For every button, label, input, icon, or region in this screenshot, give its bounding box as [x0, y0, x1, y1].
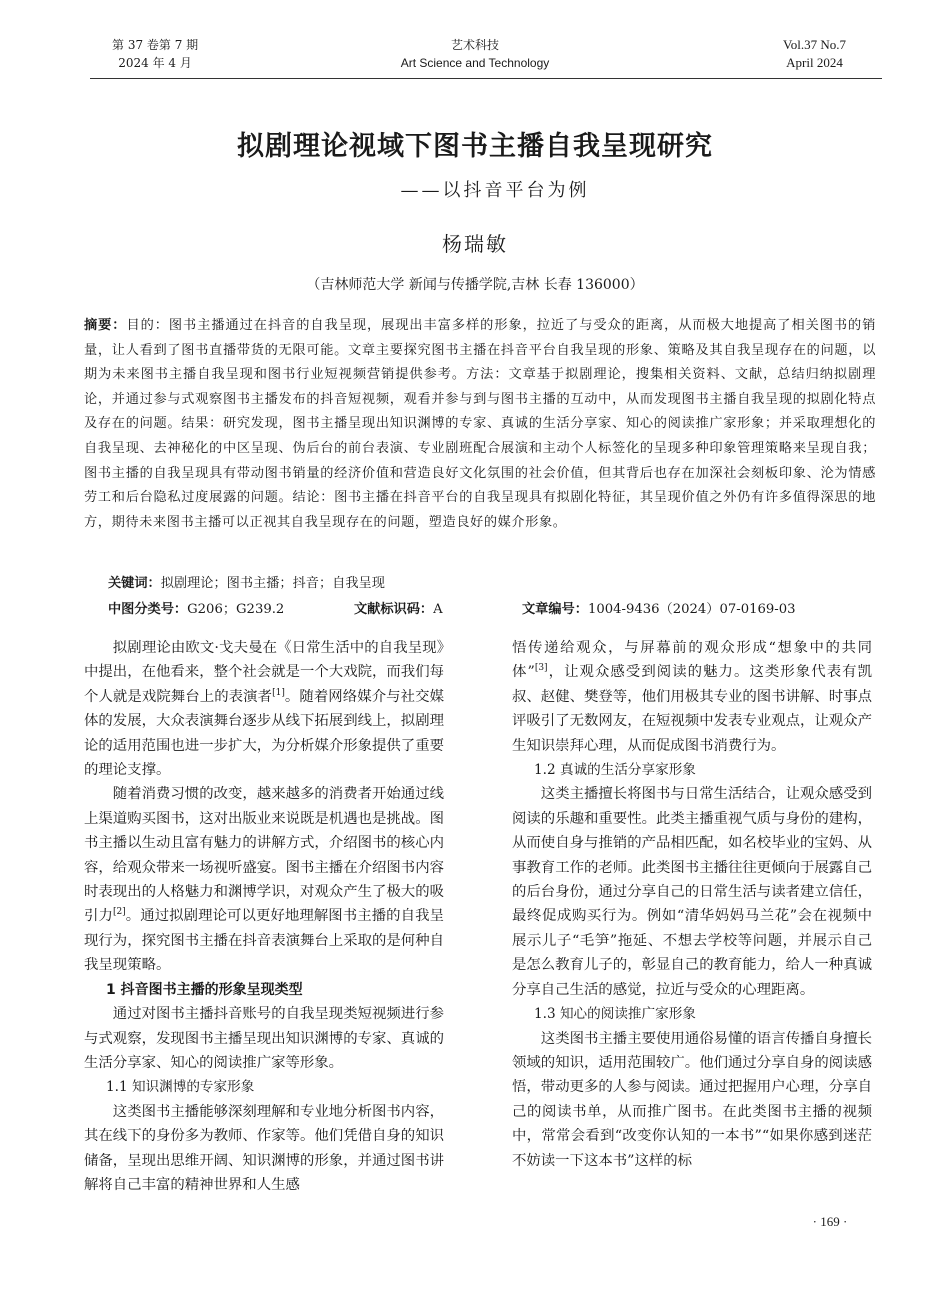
header-rule — [90, 78, 882, 79]
paper-subtitle: ——以抖音平台为例 — [400, 180, 590, 201]
citation-ref: [3] — [534, 663, 548, 674]
clc-label: 中图分类号： — [108, 602, 188, 617]
body-column-left — [84, 636, 444, 1197]
keywords-label: 关键词： — [108, 576, 161, 591]
article-number-label: 文章编号： — [522, 602, 588, 617]
author-name: 杨瑞敏 — [442, 232, 508, 256]
article-number — [522, 600, 796, 620]
doc-code-value: A — [433, 602, 443, 617]
paragraph: 这类主播擅长将图书与日常生活结合，让观众感受到阅读的乐趣和重要性。此类主播重视气质与身份的建构，从而使自身与推销的产品相匹配，如名校毕业的宝妈、从事教育工作的老师。此类图书主播往往更倾向于展露自己的后台身份，通过分享自己的日常生活与读者建立信任，最终促成购买行为。例如“清华妈妈马兰花”会在视频中展示儿子“毛笋”拖延、不想去学校等问题，并展示自己是怎么教育儿子的，彰显自己的教育能力，给人一种真诚分享自己生活的感觉，拉近与受众的心理距离。 — [512, 786, 872, 998]
header-date-cn: 2024 年 4 月 — [118, 56, 192, 70]
article-number-value: 1004-9436（2024）07-0169-03 — [587, 602, 796, 617]
header-volume: 第 37 卷第 7 期 — [112, 38, 199, 52]
section-heading-1-1: 1.1 知识渊博的专家形象 — [106, 1079, 255, 1096]
header-date-en: April 2024 — [786, 55, 843, 70]
citation-ref: [1] — [272, 688, 285, 699]
clc-number — [108, 600, 284, 620]
paragraph: 这类图书主播主要使用通俗易懂的语言传播自身擅长领域的知识，适用范围较广。他们通过分享自身的阅读感悟，带动更多的人参与阅读。通过把握用户心理，分享自己的阅读书单，从而推广图书。在此类图书主播的视频中，常常会看到“改变你认知的一本书”“如果你感到迷茫不妨读一下这本书”这样的标 — [512, 1030, 872, 1169]
paragraph: 随着消费习惯的改变，越来越多的消费者开始通过线上渠道购买图书，这对出版业来说既是机遇也是挑战。图书主播以生动且富有魅力的讲解方式，介绍图书的核心内容，给观众带来一场视听盛宴。图书主播在介绍图书内容时表现出的人格魅力和渊博学识，对观众产生了极大的吸引力[2]。通过拟剧理论可以更好地理解图书主播的自我呈现行为，探究图书主播在抖音表演舞台上采取的是何种自我呈现策略。 — [84, 786, 444, 974]
paragraph: 这类图书主播能够深刻理解和专业地分析图书内容，其在线下的身份多为教师、作家等。他们凭借自身的知识储备，呈现出思维开阔、知识渊博的形象，并通过图书讲解将自己丰富的精神世界和人生感 — [84, 1103, 444, 1193]
abstract-label: 摘要： — [84, 318, 127, 333]
journal-name-en: Art Science and Technology — [400, 56, 550, 70]
abstract — [84, 314, 876, 535]
journal-name-cn: 艺术科技 — [450, 38, 499, 52]
abstract-text: 目的：图书主播通过在抖音的自我呈现，展现出丰富多样的形象，拉近了与受众的距离，从而极大地提高了相关图书的销量，让人看到了图书直播带货的无限可能。文章主要探究图书主播在抖音平台自我呈现的形象、策略及其自我呈现存在的问题，以期为未来图书主播自我呈现和图书行业短视频营销提供参考。方法：文章基于拟剧理论，搜集相关资料、文献，总结归纳拟剧理论，并通过参与式观察图书主播发布的抖音短视频，观看并参与到与图书主播的互动中，从而发现图书主播自我呈现的拟剧化特点及存在的问题。结果：研究发现，图书主播呈现出知识渊博的专家、真诚的生活分享家、知心的阅读推广家形象；并采取理想化的自我呈现、去神秘化的中区呈现、伪后台的前台表演、专业剧班配合展演和主动个人标签化的呈现多种印象管理策略来呈现自我；图书主播的自我呈现具有带动图书销量的经济价值和营造良好文化氛围的社会价值，但其背后也存在加深社会刻板印象、沦为情感劳工和后台隐私过度展露的问题。结论：图书主播在抖音平台的自我呈现具有拟剧化特征，其呈现价值之外仍有许多值得深思的地方，期待未来图书主播可以正视其自我呈现存在的问题，塑造良好的媒介形象。 — [84, 318, 876, 530]
paragraph: 拟剧理论由欧文·戈夫曼在《日常生活中的自我呈现》中提出，在他看来，整个社会就是一个大戏院，而我们每个人就是戏院舞台上的表演者[1]。随着网络媒介与社交媒体的发展，大众表演舞台逐步从线下拓展到线上，拟剧理论的适用范围也进一步扩大，为分析媒介形象提供了重要的理论支撑。 — [84, 640, 444, 779]
header-volume-info-en — [783, 36, 846, 72]
doc-code — [354, 600, 443, 620]
section-heading-1-3: 1.3 知心的阅读推广家形象 — [534, 1006, 696, 1023]
keywords — [108, 574, 385, 594]
section-heading-1-2: 1.2 真诚的生活分享家形象 — [534, 762, 696, 779]
body-column-right — [512, 636, 872, 1173]
paragraph: 通过对图书主播抖音账号的自我呈现类短视频进行参与式观察，发现图书主播呈现出知识渊博的专家、真诚的生活分享家、知心的阅读推广家等形象。 — [84, 1006, 444, 1071]
paper-title: 拟剧理论视域下图书主播自我呈现研究 — [237, 131, 713, 162]
paragraph: 悟传递给观众，与屏幕前的观众形成“想象中的共同体”[3]，让观众感受到阅读的魅力。这类形象代表有凯叔、赵健、樊登等，他们用极其专业的图书讲解、时事点评吸引了无数网友，在短视频中发表专业观点，让观众产生知识崇拜心理，从而促成图书消费行为。 — [512, 640, 872, 754]
page-number: · 169 · — [812, 1214, 848, 1229]
citation-ref: [2] — [112, 907, 126, 918]
running-header — [0, 36, 950, 80]
author-affiliation: （吉林师范大学 新闻与传播学院,吉林 长春 136000） — [306, 277, 644, 293]
keywords-text: 拟剧理论；图书主播；抖音；自我呈现 — [160, 576, 385, 591]
clc-value: G206；G239.2 — [187, 602, 285, 617]
doc-code-label: 文献标识码： — [354, 602, 434, 617]
section-heading-1: 1 抖音图书主播的形象呈现类型 — [106, 981, 303, 998]
header-volume-en: Vol.37 No.7 — [783, 37, 846, 52]
